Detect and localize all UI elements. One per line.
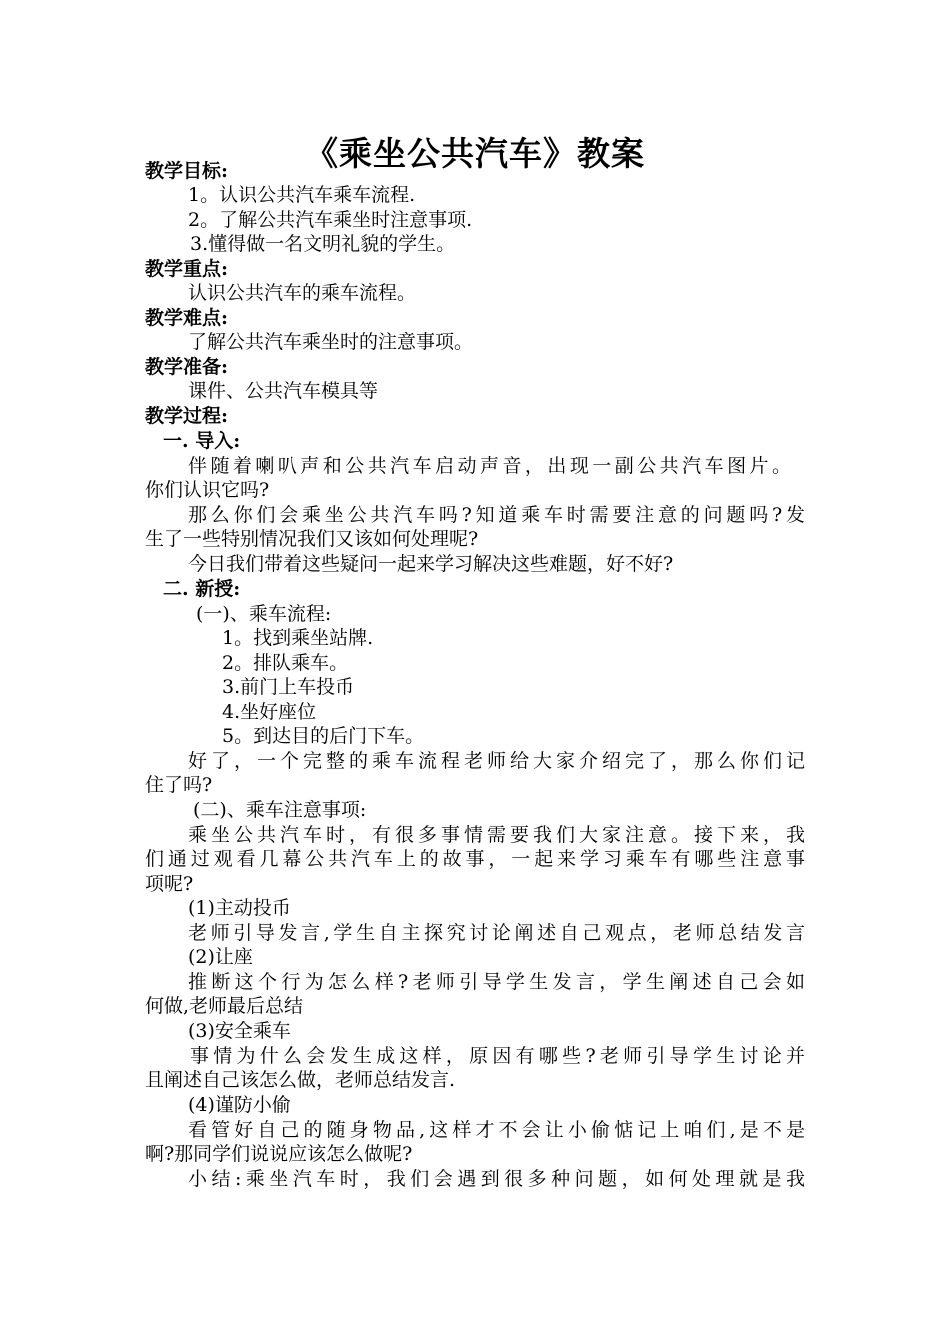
body-line: 5。到达目的后门下车。 [222,725,425,747]
body-line: (4)谨防小偷 [188,1094,291,1116]
body-line: 们通过观看几幕公共汽车上的故事，一起来学习乘车有哪些注意事 [145,848,809,870]
body-line: 生了一些特别情况我们又该如何处理呢? [145,528,479,550]
body-line: 你们认识它吗? [145,479,270,501]
body-line: 好了，一个完整的乘车流程老师给大家介绍完了，那么你们记 [188,750,809,772]
section-heading: 教学准备: [145,356,229,378]
body-line: 了解公共汽车乘坐时的注意事项。 [188,331,474,353]
body-line: 今日我们带着这些疑问一起来学习解决这些难题，好不好? [188,553,674,575]
body-line: 3.懂得做一名文明礼貌的学生。 [190,233,456,255]
body-line: 老师引导发言,学生自主探究讨论阐述自己观点，老师总结发言 [188,922,809,944]
body-line: 且阐述自己该怎么做，老师总结发言. [145,1069,456,1091]
body-line: 2。了解公共汽车乘坐时注意事项. [188,209,473,231]
section-heading: 教学目标: [145,160,229,182]
body-line: (2)让座 [188,946,253,968]
section-heading: 教学难点: [145,307,229,329]
body-line: 1。认识公共汽车乘车流程. [188,184,416,206]
body-line: 伴随着喇叭声和公共汽车启动声音，出现一副公共汽车图片。 [188,455,795,477]
body-line: 小结:乘坐汽车时，我们会遇到很多种问题，如何处理就是我 [188,1168,810,1190]
body-line: 3.前门上车投币 [222,676,355,698]
body-line: (二)、乘车注意事项: [193,799,367,821]
body-line: 4.坐好座位 [222,701,317,723]
page-title: 《乘坐公共汽车》教案 [305,134,645,173]
body-line: 何做,老师最后总结 [145,995,304,1017]
body-line: 那么你们会乘坐公共汽车吗?知道乘车时需要注意的问题吗?发 [188,504,809,526]
section-heading: 二. 新授: [163,578,241,600]
body-line: 乘坐公共汽车时，有很多事情需要我们大家注意。接下来，我 [188,824,809,846]
body-line: 事情为什么会发生成这样，原因有哪些?老师引导学生讨论并 [190,1045,810,1067]
body-line: 住了吗? [145,774,213,796]
section-heading: 教学重点: [145,258,229,280]
body-line: (一)、乘车流程: [196,603,332,625]
body-line: 啊?那同学们说说应该怎么做呢? [145,1143,413,1165]
body-line: 项呢? [145,873,194,895]
body-line: 推断这个行为怎么样?老师引导学生发言，学生阐述自己会如 [188,971,810,993]
body-line: 看管好自己的随身物品,这样才不会让小偷惦记上咱们,是不是 [188,1119,810,1141]
body-line: (3)安全乘车 [188,1020,291,1042]
body-line: 课件、公共汽车模具等 [188,380,379,402]
body-line: 认识公共汽车的乘车流程。 [188,282,417,304]
section-heading: 教学过程: [145,405,229,427]
body-line: 1。找到乘坐站牌. [222,627,374,649]
body-line: 2。排队乘车。 [222,652,349,674]
body-line: (1)主动投币 [188,897,291,919]
section-heading: 一. 导入: [163,430,241,452]
